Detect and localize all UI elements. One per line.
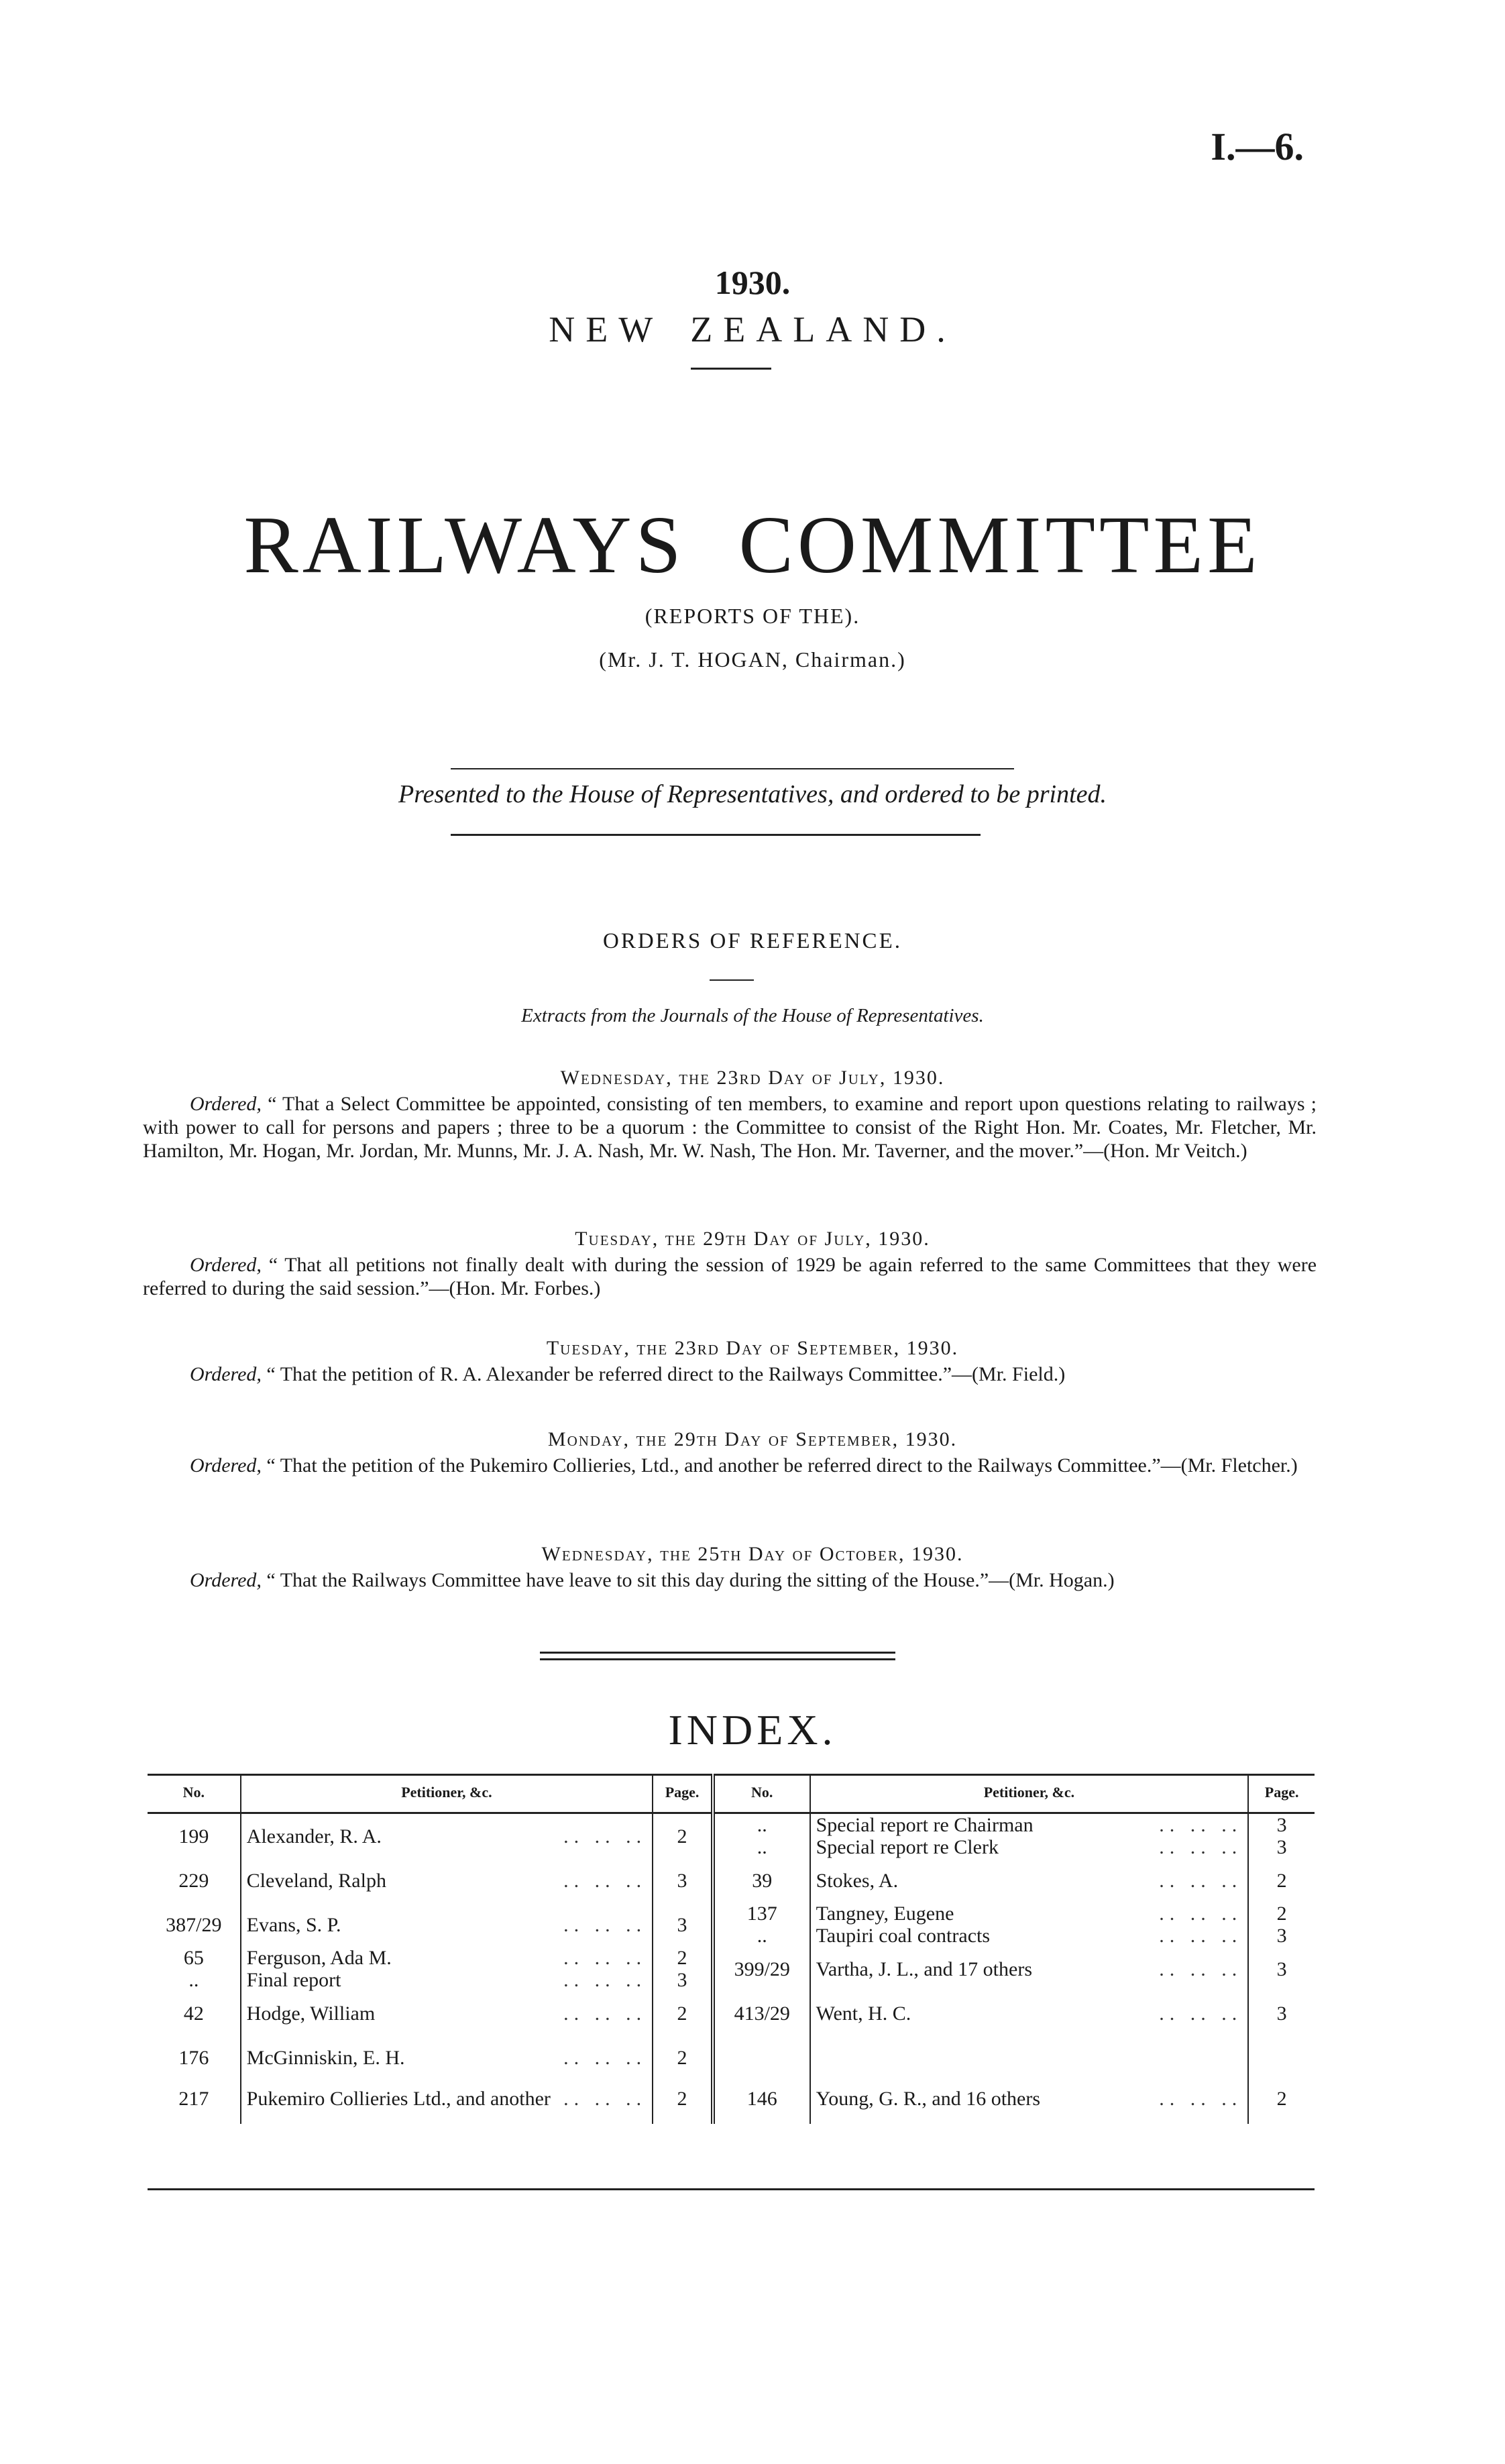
- table-cell: [241, 1947, 653, 1991]
- leader-dots: .. .. ..: [563, 1913, 647, 1936]
- order-date: Wednesday, the 25th Day of October, 1930.: [541, 1543, 964, 1565]
- table-cell: [653, 1947, 713, 1991]
- order-date: Monday, the 29th Day of September, 1930.: [547, 1428, 958, 1450]
- page-number: 3: [1276, 1958, 1287, 1980]
- entry-number: 39: [752, 1869, 773, 1892]
- table-row: [148, 1947, 1315, 1991]
- entry-number: 199: [178, 1825, 209, 1847]
- petitioner-name: Tangney, Eugene: [816, 1903, 954, 1925]
- entry-number: 65: [183, 1947, 204, 1969]
- page-number: 2: [677, 1947, 687, 1969]
- petitioner-name: Stokes, A.: [816, 1869, 899, 1892]
- index-heading: INDEX.: [668, 1706, 837, 1754]
- country-title: [0, 309, 1505, 350]
- table-cell: [713, 1813, 810, 1859]
- title-word-2: COMMITTEE: [738, 500, 1262, 590]
- petitioner-name: Taupiri coal contracts: [816, 1925, 991, 1947]
- page-number: 3: [677, 1913, 687, 1936]
- divider: [540, 1652, 895, 1654]
- divider: [691, 368, 771, 370]
- ordered-label: Ordered,: [190, 1093, 262, 1115]
- petitioner-name: Went, H. C.: [816, 2002, 911, 2025]
- table-cell: [713, 1947, 810, 1991]
- table-cell: [1248, 1947, 1315, 1991]
- extracts-line: Extracts from the Journals of the House of Representatives.: [521, 1005, 984, 1026]
- petitioner-name: Final report: [246, 1969, 341, 1991]
- table-cell: [653, 1858, 713, 1903]
- order-text: “ That a Select Committee be appointed, consisting of ten members, to examine and report upon questions relating to railways ; with power to call for persons and papers ; three to be a quorum : the Committee to consist of the Right Hon. Mr. Coates, Mr. Fletcher, Mr. Hamilton, Mr. Hogan, Mr. Jordan, Mr. Munns, Mr. J. A. Nash, Mr. W. Nash, The Hon. Mr. Taverner, and the mover.”—(Hon. Mr Veitch.): [143, 1093, 1317, 1162]
- leader-dots: .. .. ..: [563, 1825, 647, 1847]
- divider: [540, 1658, 895, 1660]
- ordered-label: Ordered,: [190, 1569, 262, 1591]
- petitioner-name: Evans, S. P.: [246, 1913, 341, 1936]
- ordered-label: Ordered,: [190, 1363, 262, 1385]
- table-row: [148, 2035, 1315, 2080]
- table-cell: [1248, 2035, 1315, 2080]
- leader-dots: .. .. ..: [563, 1947, 647, 1969]
- table-cell: [241, 1813, 653, 1859]
- table-cell: [653, 1813, 713, 1859]
- paper-code: I.—6.: [1211, 125, 1304, 168]
- table-cell: [810, 2035, 1249, 2080]
- petitioner-name: Pukemiro Collieries Ltd., and another: [246, 2087, 551, 2110]
- order-date: Tuesday, the 29th Day of July, 1930.: [575, 1228, 930, 1250]
- leader-dots: .. .. ..: [1159, 1836, 1243, 1858]
- entry-number: ..: [757, 1836, 767, 1858]
- leader-dots: .. .. ..: [1159, 1958, 1243, 1980]
- leader-dots: .. .. ..: [1159, 1814, 1243, 1836]
- petitioner-name: Alexander, R. A.: [246, 1825, 382, 1847]
- entry-number: 229: [178, 1869, 209, 1892]
- petitioner-name: McGinniskin, E. H.: [246, 2046, 405, 2069]
- entry-number: ..: [757, 1814, 767, 1836]
- table-row: [148, 1903, 1315, 1947]
- entry-number: 387/29: [166, 1913, 222, 1936]
- table-cell: [241, 1858, 653, 1903]
- leader-dots: .. .. ..: [563, 2087, 647, 2110]
- page-number: 2: [1276, 1869, 1287, 1892]
- leader-dots: .. .. ..: [1159, 1925, 1243, 1947]
- petitioner-name: Vartha, J. L., and 17 others: [816, 1958, 1032, 1980]
- entry-number: 217: [178, 2087, 209, 2110]
- table-cell: [241, 1991, 653, 2035]
- table-cell: [810, 1858, 1249, 1903]
- column-header-no: No.: [713, 1775, 810, 1813]
- column-header-petitioner: Petitioner, &c.: [241, 1775, 653, 1813]
- entry-number: 399/29: [734, 1958, 790, 1980]
- index-table: [148, 1774, 1315, 2124]
- leader-dots: .. .. ..: [563, 1969, 647, 1991]
- order-date: Tuesday, the 23rd Day of September, 1930.: [546, 1337, 959, 1359]
- table-cell: [713, 1858, 810, 1903]
- leader-dots: .. .. ..: [1159, 1869, 1243, 1892]
- table-cell: [810, 1991, 1249, 2035]
- table-cell: [713, 1991, 810, 2035]
- table-cell: [148, 1903, 241, 1947]
- leader-dots: .. .. ..: [563, 2046, 647, 2069]
- entry-number: ..: [188, 1969, 199, 1991]
- page-number: 3: [1276, 2002, 1287, 2025]
- order-paragraph: [143, 1454, 1317, 1477]
- column-header-page: Page.: [653, 1775, 713, 1813]
- column-header-petitioner: Petitioner, &c.: [810, 1775, 1249, 1813]
- table-row: [148, 1991, 1315, 2035]
- table-row: [148, 1858, 1315, 1903]
- page-number: 2: [677, 1825, 687, 1847]
- page-number: 3: [1276, 1814, 1287, 1836]
- leader-dots: .. .. ..: [563, 1869, 647, 1892]
- table-cell: [713, 2035, 810, 2080]
- table-cell: [241, 2080, 653, 2124]
- table-cell: [148, 1858, 241, 1903]
- table-cell: [241, 1903, 653, 1947]
- page-number: 2: [677, 2002, 687, 2025]
- leader-dots: .. .. ..: [563, 2002, 647, 2025]
- order-paragraph: [143, 1362, 1317, 1386]
- table-cell: [653, 2035, 713, 2080]
- ordered-label: Ordered,: [190, 1254, 262, 1276]
- divider: [451, 834, 981, 836]
- table-cell: [653, 1903, 713, 1947]
- country-word-1: NEW: [549, 309, 664, 350]
- petitioner-name: Young, G. R., and 16 others: [816, 2087, 1041, 2110]
- page-number: 2: [1276, 1903, 1287, 1925]
- table-cell: [148, 2035, 241, 2080]
- index-header-row: [148, 1775, 1315, 1813]
- order-text: “ That the petition of the Pukemiro Collieries, Ltd., and another be referred direct to the Railways Committee.”—(Mr. Fletcher.): [266, 1454, 1298, 1477]
- ordered-label: Ordered,: [190, 1454, 262, 1477]
- presented-line: Presented to the House of Representatives, and ordered to be printed.: [398, 780, 1107, 808]
- order-text: “ That all petitions not finally dealt with during the session of 1929 be again referred to the same Committees that they were referred to during the said session.”—(Hon. Mr. Forbes.): [143, 1254, 1317, 1299]
- petitioner-name: Hodge, William: [246, 2002, 376, 2025]
- leader-dots: .. .. ..: [1159, 1903, 1243, 1925]
- order-text: “ That the petition of R. A. Alexander be referred direct to the Railways Committee.”—(Mr. Field.): [266, 1363, 1066, 1385]
- divider: [148, 2188, 1315, 2190]
- column-header-no: No.: [148, 1775, 241, 1813]
- page-number: 3: [1276, 1925, 1287, 1947]
- petitioner-name: Special report re Clerk: [816, 1836, 999, 1858]
- table-cell: [653, 1991, 713, 2035]
- table-cell: [713, 1903, 810, 1947]
- table-cell: [148, 1813, 241, 1859]
- table-cell: [148, 1947, 241, 1991]
- page-number: 3: [677, 1969, 687, 1991]
- table-cell: [713, 2080, 810, 2124]
- leader-dots: .. .. ..: [1159, 2087, 1243, 2110]
- page-number: 3: [1276, 1836, 1287, 1858]
- country-word-2: ZEALAND.: [690, 309, 956, 350]
- order-paragraph: [143, 1568, 1317, 1592]
- table-row: [148, 1813, 1315, 1859]
- divider: [451, 768, 1014, 769]
- table-cell: [810, 1903, 1249, 1947]
- column-header-page: Page.: [1248, 1775, 1315, 1813]
- order-paragraph: [143, 1253, 1317, 1300]
- entry-number: 137: [746, 1903, 777, 1925]
- petitioner-name: Special report re Chairman: [816, 1814, 1034, 1836]
- orders-heading: ORDERS OF REFERENCE.: [603, 929, 902, 953]
- table-cell: [810, 2080, 1249, 2124]
- divider: [710, 979, 754, 981]
- table-row: [148, 2080, 1315, 2124]
- order-paragraph: [143, 1092, 1317, 1163]
- main-title: [0, 500, 1505, 590]
- order-date: Wednesday, the 23rd Day of July, 1930.: [560, 1067, 945, 1089]
- table-cell: [1248, 1991, 1315, 2035]
- page-number: 2: [677, 2087, 687, 2110]
- page-number: 3: [677, 1869, 687, 1892]
- year: 1930.: [714, 264, 791, 301]
- table-cell: [1248, 1903, 1315, 1947]
- page-number: 2: [677, 2046, 687, 2069]
- table-cell: [653, 2080, 713, 2124]
- entry-number: 42: [183, 2002, 204, 2025]
- table-cell: [1248, 2080, 1315, 2124]
- table-cell: [810, 1813, 1249, 1859]
- petitioner-name: Cleveland, Ralph: [246, 1869, 386, 1892]
- table-cell: [1248, 1858, 1315, 1903]
- entry-number: 146: [746, 2087, 777, 2110]
- index-body: [148, 1813, 1315, 2125]
- entry-number: 176: [178, 2046, 209, 2069]
- table-cell: [241, 2035, 653, 2080]
- entry-number: 413/29: [734, 2002, 790, 2025]
- chairman-line: (Mr. J. T. HOGAN, Chairman.): [599, 647, 906, 672]
- page-number: 2: [1276, 2087, 1287, 2110]
- entry-number: ..: [757, 1925, 767, 1947]
- order-text: “ That the Railways Committee have leave to sit this day during the sitting of the House.”—(Mr. Hogan.): [266, 1569, 1115, 1591]
- petitioner-name: Ferguson, Ada M.: [246, 1947, 392, 1969]
- subtitle: (REPORTS OF THE).: [645, 604, 860, 628]
- title-word-1: RAILWAYS: [243, 500, 685, 590]
- table-cell: [148, 2080, 241, 2124]
- table-cell: [148, 1991, 241, 2035]
- leader-dots: .. .. ..: [1159, 2002, 1243, 2025]
- table-cell: [810, 1947, 1249, 1991]
- table-cell: [1248, 1813, 1315, 1859]
